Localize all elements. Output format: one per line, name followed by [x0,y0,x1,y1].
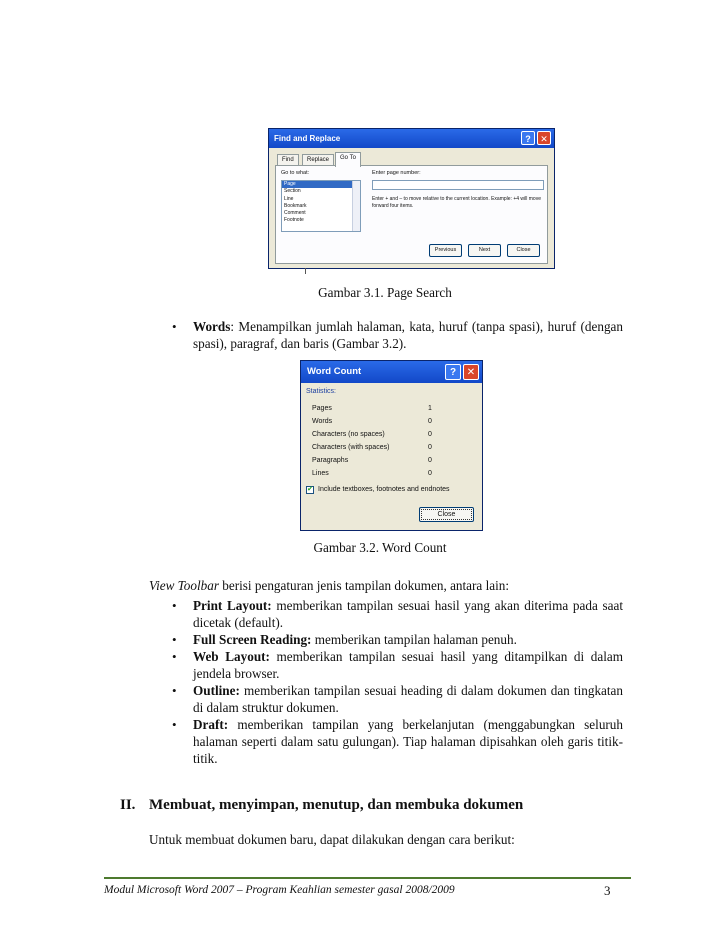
words-text: : Menampilkan jumlah halaman, kata, huruf (tanpa spasi), huruf (dengan spasi), paragraf, dan baris (Gambar 3.2). [193,319,623,351]
list-item[interactable]: Line [284,195,294,202]
tab-go-to[interactable]: Go To [335,152,361,167]
stat-label-pages: Pages [312,405,332,412]
full-screen-reading-term: Full Screen Reading: [193,632,312,647]
stat-value-lines: 0 [428,470,432,477]
close-icon[interactable]: ✕ [537,131,551,145]
bullet-icon: • [172,598,177,613]
help-icon[interactable]: ? [521,131,535,145]
outline-term: Outline: [193,683,240,698]
statistics-label: Statistics: [306,388,336,395]
list-item-outline [193,682,623,716]
web-layout-term: Web Layout: [193,649,270,664]
stat-label-chars-no-spaces: Characters (no spaces) [312,431,385,438]
page-number: 3 [604,883,611,898]
web-layout-text: memberikan tampilan sesuai hasil yang ditampilkan di dalam jendela browser. [193,649,623,681]
section-number: II. [120,797,136,813]
stat-label-paragraphs: Paragraphs [312,457,349,464]
help-icon[interactable]: ? [445,364,461,380]
stat-label-chars-with-spaces: Characters (with spaces) [312,444,390,451]
view-toolbar-term: View Toolbar [149,578,219,593]
section-title: Membuat, menyimpan, menutup, dan membuka dokumen [149,797,524,813]
go-to-what-list[interactable] [281,180,361,232]
go-to-what-label: Go to what: [281,170,310,176]
close-button[interactable]: Close [507,244,540,257]
tab-find[interactable]: Find [277,154,299,166]
list-item[interactable]: Comment [284,210,306,217]
outline-text: memberikan tampilan sesuai heading di dalam dokumen dan tingkatan di dalam struktur dokumen. [193,683,623,715]
go-to-hint: Enter + and – to move relative to the current location. Example: +4 will move forward four items. [372,196,541,209]
stat-value-chars-with-spaces: 0 [428,444,432,451]
footer-divider [104,877,631,879]
previous-button[interactable]: Previous [429,244,462,257]
word-count-dialog-figure [300,360,483,531]
stat-value-words: 0 [428,418,432,425]
stat-label-words: Words [312,418,333,425]
next-button[interactable]: Next [468,244,501,257]
stat-value-pages: 1 [428,405,432,412]
section-body: Untuk membuat dokumen baru, dapat dilakukan dengan cara berikut: [149,832,515,847]
close-button[interactable]: Close [419,507,474,522]
figure-caption-3-2: Gambar 3.2. Word Count [313,540,447,555]
print-layout-term: Print Layout: [193,598,272,613]
find-replace-dialog-figure [268,128,555,269]
bullet-icon: • [172,717,177,732]
print-layout-text: memberikan tampilan sesuai hasil yang akan diterima pada saat dicetak (default). [193,598,623,630]
bullet-icon: • [172,632,177,647]
page-number-input[interactable] [372,180,544,190]
words-term: Words [193,319,231,334]
include-textboxes-checkbox[interactable]: ✔ [307,486,313,493]
list-item[interactable]: Page [282,181,360,188]
list-item[interactable]: Section [284,188,301,195]
list-scrollbar[interactable] [352,181,360,231]
draft-term: Draft: [193,717,229,732]
list-item-draft [193,716,623,767]
bullet-icon: • [172,649,177,664]
words-description [193,318,623,352]
list-item[interactable]: Bookmark [284,202,307,209]
bullet-icon: • [172,319,177,334]
page-number-label: Enter page number: [372,170,421,176]
footer-text: Modul Microsoft Word 2007 – Program Keahlian semester gasal 2008/2009 [104,884,455,896]
stat-value-chars-no-spaces: 0 [428,431,432,438]
tab-replace[interactable]: Replace [302,154,334,166]
list-item-full-screen-reading [193,631,623,648]
bullet-icon: • [172,683,177,698]
go-to-panel [275,165,548,264]
stat-value-paragraphs: 0 [428,457,432,464]
list-item[interactable]: Footnote [284,217,304,224]
include-textboxes-label: Include textboxes, footnotes and endnotes [318,486,450,493]
word-count-title: Word Count [301,361,482,383]
close-icon[interactable]: ✕ [463,364,479,380]
cursor-mark [305,268,306,274]
view-toolbar-intro [149,577,509,594]
list-item-print-layout [193,597,623,631]
full-screen-reading-text: memberikan tampilan halaman penuh. [311,632,517,647]
list-item-web-layout [193,648,623,682]
stat-label-lines: Lines [312,470,329,477]
find-replace-title: Find and Replace [269,129,554,148]
view-toolbar-intro-text: berisi pengaturan jenis tampilan dokumen, antara lain: [218,578,510,593]
figure-caption-3-1: Gambar 3.1. Page Search [318,285,452,300]
draft-text: memberikan tampilan yang berkelanjutan (menggabungkan seluruh halaman seperti dalam satu gulungan). Tiap halaman dipisahkan oleh garis titik-titik. [193,717,623,766]
